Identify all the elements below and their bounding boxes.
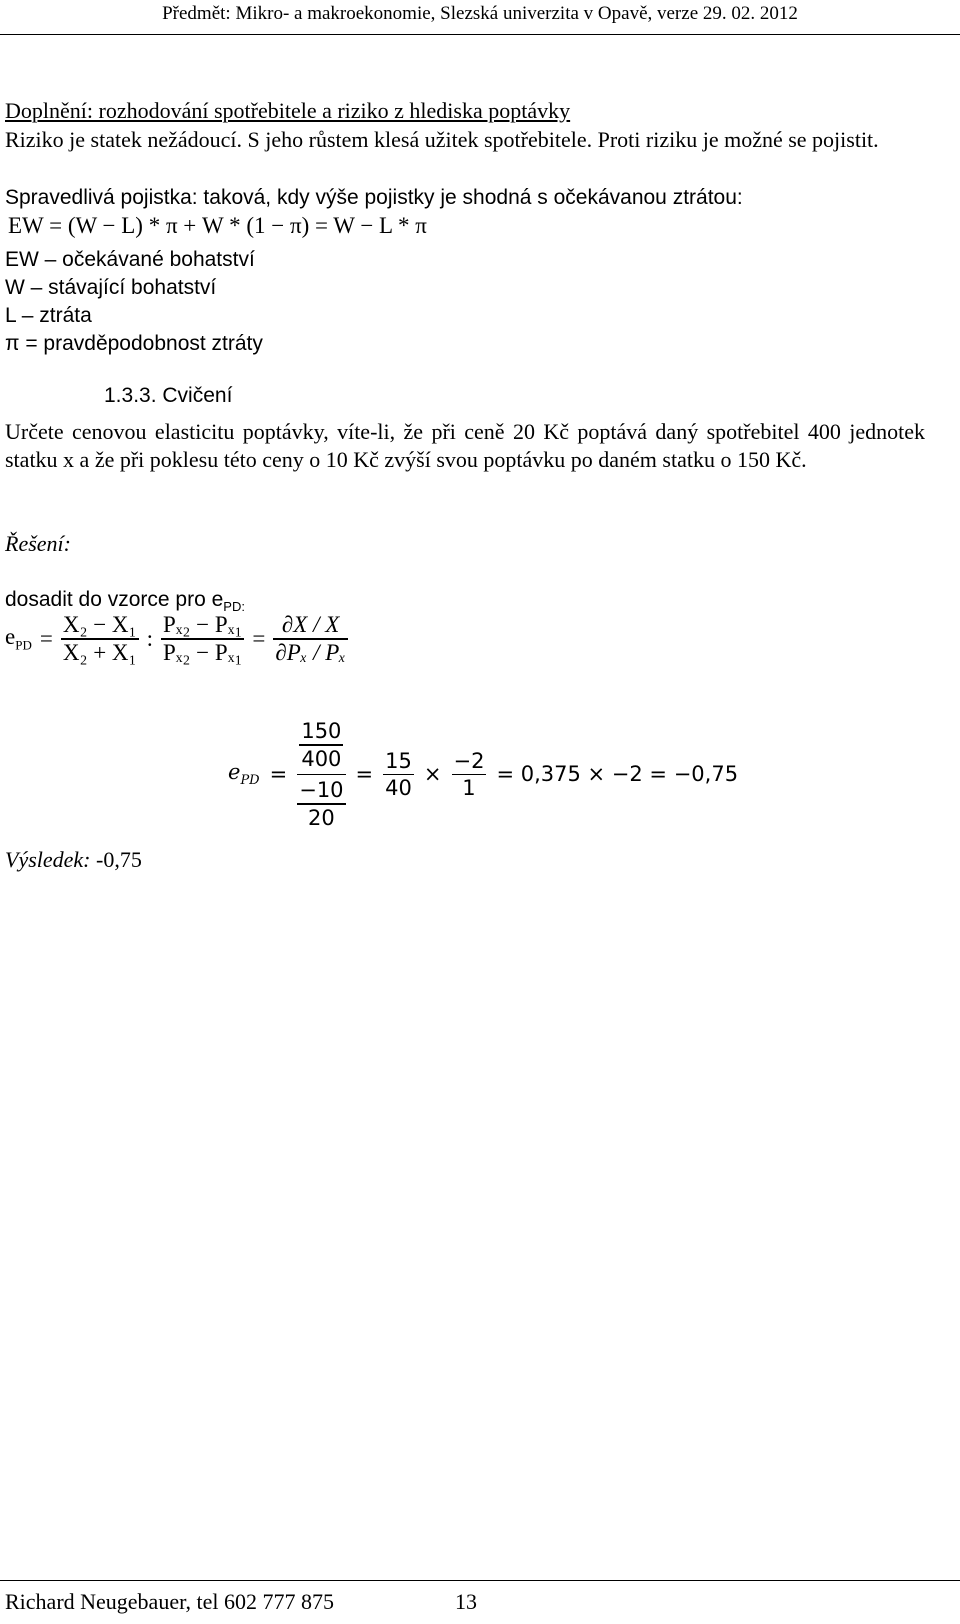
substitute-text: dosadit do vzorce pro $e_{PD:}$ <box>5 588 245 615</box>
fraction-minus2-1: $\frac{-2}{1}$ <box>453 748 485 800</box>
fraction-15-40: $\frac{15}{40}$ <box>385 748 412 800</box>
footer-page-number: 13 <box>455 1589 477 1614</box>
legend-ew: EW – očekávané bohatství <box>5 248 255 271</box>
page-header: Předmět: Mikro- a makroekonomie, Slezská univerzita v Opavě, verze 29. 02. 2012 <box>162 3 798 24</box>
calc-lhs: $e_{PD}$ <box>228 760 260 789</box>
fair-insurance-text: Spravedlivá pojistka: taková, kdy výše pojistky je shodná s očekávanou ztrátou: <box>5 186 743 209</box>
formula-lhs: $e_{PD}$ <box>5 623 32 653</box>
formula-equals-2: = <box>252 625 266 651</box>
result-value: -0,75 <box>90 847 142 872</box>
calc-result: = 0,375 × −2 = −0,75 <box>496 762 739 787</box>
legend-w: W – stávající bohatství <box>5 276 217 299</box>
legend-l: L – ztráta <box>5 304 92 327</box>
result-label: Výsledek: <box>5 847 91 872</box>
supplement-heading: Doplnění: rozhodování spotřebitele a riziko z hlediska poptávky <box>5 98 571 123</box>
solution-label: Řešení: <box>5 531 71 556</box>
expected-wealth-formula: EW = (W − L) * π + W * (1 − π) = W − L * π <box>8 213 427 238</box>
exercise-task: Určete cenovou elasticitu poptávky, víte-li, že při ceně 20 Kč poptává daný spotřebitel 400 jednotek statku x a že při poklesu této ceny o 10 Kč zvýší svou poptávku po daném statku o 150 Kč. <box>5 419 925 472</box>
legend-pi: π = pravděpodobnost ztráty <box>5 332 263 355</box>
result-line <box>5 846 142 874</box>
partial-fraction: $\frac{\partial X / X}{\text{∂Pₓ / Pₓ}}$ <box>275 612 346 665</box>
footer-divider <box>0 1580 960 1581</box>
calc-equals-2: = <box>355 762 374 787</box>
price-fraction: $\frac{\text{Pₓ₂ − Pₓ₁}}{\text{Pₓ₂ − Pₓ₁}}$ <box>162 612 243 665</box>
compound-fraction: $\frac{\frac{150}{400}}{\frac{-10}{20}}$ <box>299 719 344 830</box>
footer-author: Richard Neugebauer, tel 602 777 875 <box>5 1589 335 1614</box>
formula-colon: : <box>146 625 153 651</box>
elasticity-formula <box>5 612 348 666</box>
formula-equals: = <box>39 625 53 651</box>
exercise-heading: 1.3.3. Cvičení <box>104 384 233 407</box>
supplement-paragraph: Riziko je statek nežádoucí. S jeho růstem klesá užitek spotřebitele. Proti riziku je možné se pojistit. <box>5 127 879 152</box>
calc-times: × <box>423 762 442 787</box>
calculation <box>228 718 738 831</box>
quantity-fraction: $\frac{\text{X₂ − X₁}}{\text{X₂ + X₁}}$ <box>62 612 137 665</box>
header-divider <box>0 34 960 35</box>
calc-equals: = <box>269 762 288 787</box>
